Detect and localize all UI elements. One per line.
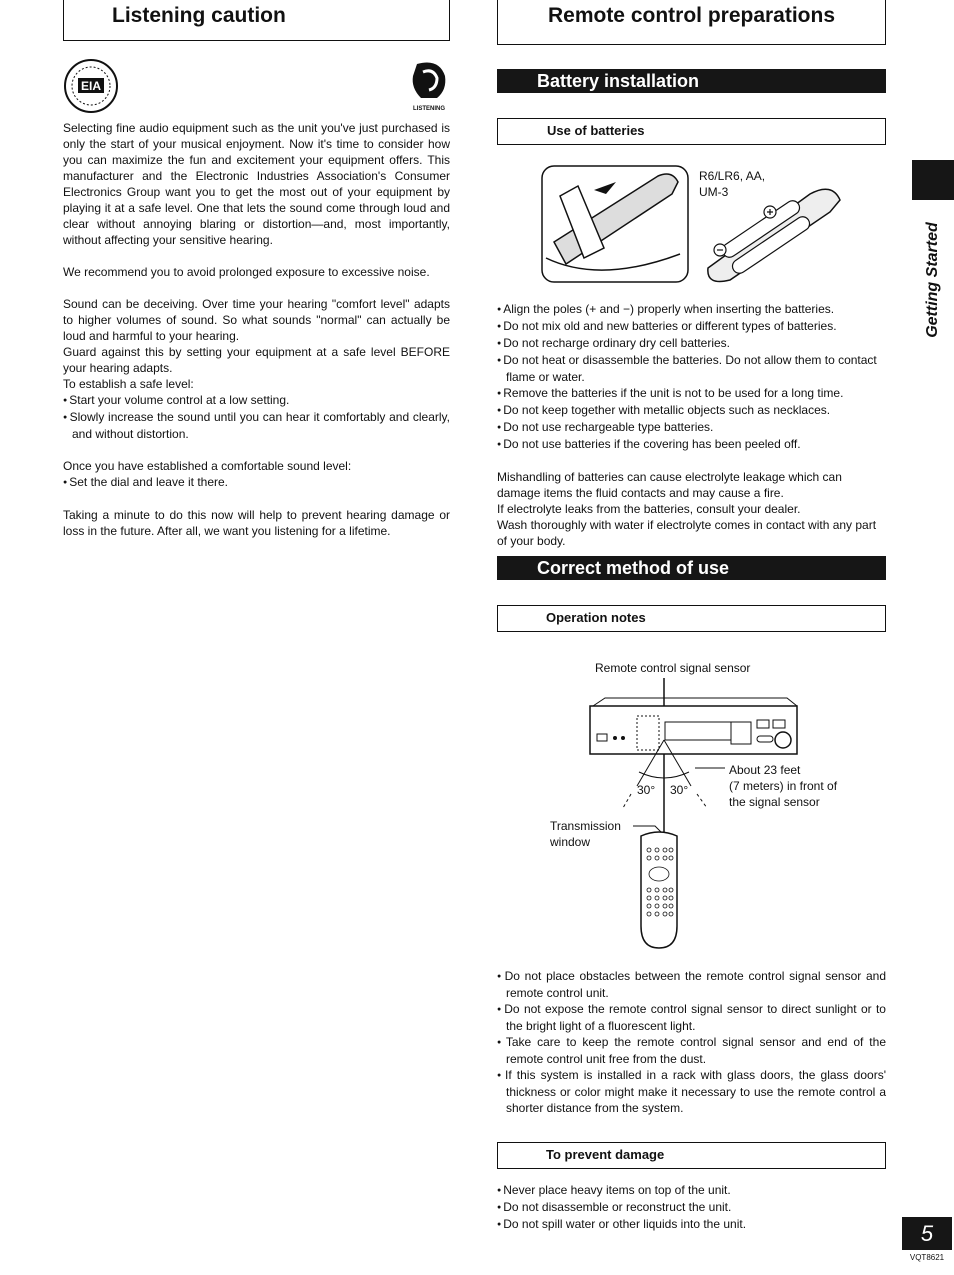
- side-tab-label: Getting Started: [924, 222, 941, 338]
- use-of-batteries-box: [497, 118, 886, 145]
- listening-logo-text: LISTENING: [412, 106, 446, 112]
- list-item: ● Do not disassemble or reconstruct the unit.: [497, 1199, 886, 1216]
- use-of-batteries-label: Use of batteries: [547, 123, 645, 138]
- distance-label-3: the signal sensor: [729, 795, 820, 809]
- side-tab-label-wrap: [912, 215, 954, 345]
- list-item: ● Slowly increase the sound until you can hear it comfortably and clearly, and without distortion.: [63, 409, 450, 442]
- intro-paragraph: Selecting fine audio equipment such as the unit you've just purchased is only the start of your musical enjoyment. Now it's time to consider how you can maximize the fun and excitement your equipment offers. This manufacturer and the Electronic Industries Association's Consumer Electronics Group want you to get the most out of your equipment by playing it at a safe level. One that lets the sound come through loud and clear without annoying blaring or distortion—and, most importantly, without affecting your sensitive hearing.: [63, 121, 450, 247]
- angle-right-label: 30°: [670, 783, 689, 797]
- damage-bullets: [497, 1182, 886, 1233]
- battery-bullets: [497, 301, 886, 549]
- distance-label-2: (7 meters) in front of: [729, 779, 838, 793]
- eia-logo: [63, 58, 119, 114]
- list-item: ● Remove the batteries if the unit is not to be used for a long time.: [497, 385, 886, 402]
- remote-prep-title: Remote control preparations: [547, 4, 836, 27]
- listening-logo: [407, 58, 451, 114]
- list-item: ● Set the dial and leave it there.: [63, 474, 450, 491]
- angle-left-label: 30°: [637, 783, 656, 797]
- operation-notes-box: [497, 605, 886, 632]
- battery-type-label-2: UM-3: [699, 185, 729, 199]
- eia-logo-text: EIA: [80, 79, 102, 93]
- side-tab-block: [912, 160, 954, 200]
- establish-paragraph: To establish a safe level:: [63, 377, 194, 391]
- page-number: 5: [920, 1221, 934, 1246]
- list-item: ● Start your volume control at a low setting.: [63, 392, 450, 409]
- remote-sensor-diagram: [545, 656, 845, 956]
- transmission-label-2: window: [550, 835, 591, 849]
- guard-paragraph: Guard against this by setting your equipment at a safe level BEFORE your hearing adapts.: [63, 345, 450, 375]
- sensor-label: Remote control signal sensor: [595, 661, 751, 675]
- listening-caution-header: [63, 0, 450, 41]
- list-item: ● Do not use rechargeable type batteries.: [497, 419, 886, 436]
- main-unit-icon: [590, 706, 797, 754]
- list-item: ● Do not keep together with metallic objects such as necklaces.: [497, 402, 886, 419]
- comfortable-paragraph: Once you have established a comfortable sound level:: [63, 459, 352, 473]
- list-item: ● Do not heat or disassemble the batteries. Do not allow them to contact flame or water.: [497, 352, 886, 385]
- battery-installation-band: Battery installation: [497, 69, 886, 93]
- list-item: ● Do not use batteries if the covering has been peeled off.: [497, 436, 886, 453]
- battery-type-label-1: R6/LR6, AA,: [699, 169, 766, 183]
- list-item: ● Do not expose the remote control signal sensor to direct sunlight or to the bright light of a fluorescent light.: [497, 1001, 886, 1034]
- sound-deceiving-paragraph: Sound can be deceiving. Over time your hearing "comfort level" adapts to higher volumes of sound. So what sounds "normal" can actually be loud and harmful to your hearing.: [63, 297, 450, 343]
- doc-code: VQT8621: [909, 1253, 945, 1262]
- list-item: ● Take care to keep the remote control signal sensor and end of the remote control unit free from the dust.: [497, 1034, 886, 1067]
- closing-paragraph: Taking a minute to do this now will help to prevent hearing damage or loss in the future. After all, we want you listening for a lifetime.: [63, 508, 450, 538]
- page-number-box: [902, 1217, 952, 1250]
- list-item: ● Do not place obstacles between the remote control signal sensor and remote control unit.: [497, 968, 886, 1001]
- transmission-label-1: Transmission: [550, 819, 621, 833]
- list-item: ● Align the poles (+ and −) properly when inserting the batteries.: [497, 301, 886, 318]
- leak-paragraph: If electrolyte leaks from the batteries, consult your dealer.: [497, 502, 801, 516]
- list-item: ● Do not recharge ordinary dry cell batteries.: [497, 335, 886, 352]
- prevent-damage-label: To prevent damage: [546, 1147, 665, 1162]
- mishandling-paragraph: Mishandling of batteries can cause electrolyte leakage which can damage items the fluid contacts and may cause a fire.: [497, 470, 842, 500]
- recommend-paragraph: We recommend you to avoid prolonged exposure to excessive noise.: [63, 265, 430, 279]
- wash-paragraph: Wash thoroughly with water if electrolyte comes in contact with any part of your body.: [497, 518, 877, 548]
- battery-illustration: [540, 162, 850, 286]
- left-column-text: [63, 120, 450, 539]
- list-item: ● Never place heavy items on top of the unit.: [497, 1182, 886, 1199]
- prevent-damage-box: [497, 1142, 886, 1169]
- list-item: ● If this system is installed in a rack with glass doors, the glass doors' thickness or color might make it necessary to use the remote control a shorter distance from the system.: [497, 1067, 886, 1116]
- distance-label-1: About 23 feet: [729, 763, 801, 777]
- listening-caution-title: Listening caution: [112, 4, 286, 27]
- list-item: ● Do not spill water or other liquids into the unit.: [497, 1216, 886, 1233]
- operation-notes-label: Operation notes: [546, 610, 646, 625]
- remote-prep-header: [497, 0, 886, 45]
- list-item: ● Do not mix old and new batteries or different types of batteries.: [497, 318, 886, 335]
- correct-method-band: Correct method of use: [497, 556, 886, 580]
- operation-bullets: [497, 968, 886, 1116]
